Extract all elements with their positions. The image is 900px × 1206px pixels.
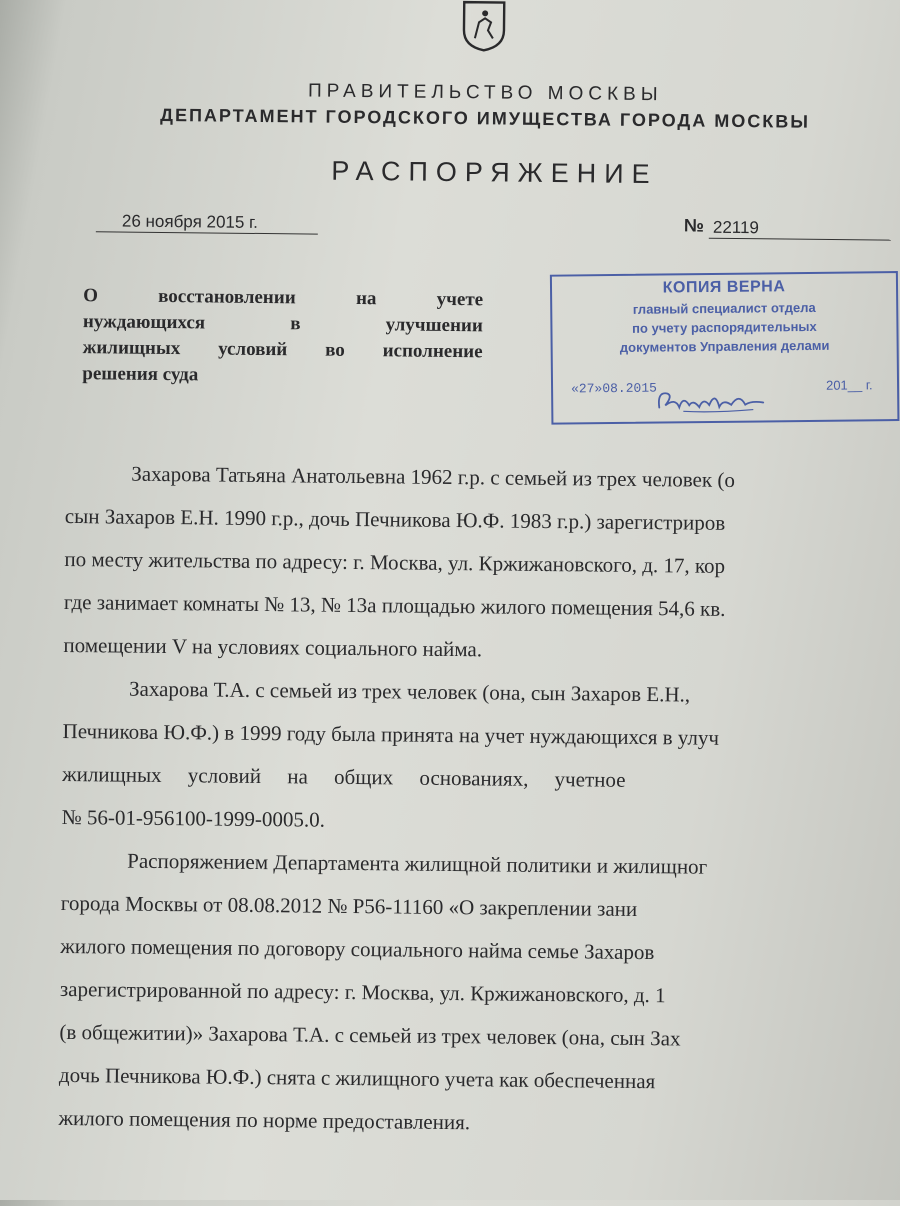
handwritten-signature	[653, 382, 773, 419]
stamp-line: документов Управления делами	[619, 337, 830, 355]
body-line: города Москвы от 08.08.2012 № Р56-11160 «О закреплении зани	[60, 890, 638, 921]
stamp-date: «27»08.2015	[570, 380, 657, 397]
body-line: жилищных условий на общих основаниях, учетное	[62, 761, 626, 792]
body-line: жилого помещения по договору социального найма семье Захаров	[60, 933, 655, 965]
body-line: Захарова Татьяна Анатольевна 1962 г.р. с семьей из трех человек (о	[131, 461, 736, 492]
subject-line: О восстановлении на учете	[83, 285, 484, 311]
document-number-value: 22119	[712, 217, 760, 238]
document-date: 26 ноября 2015 г.	[96, 211, 318, 234]
document-body	[58, 452, 900, 1149]
body-line: Распоряжением Департамента жилищной политики и жилищног	[127, 848, 708, 879]
government-name: ПРАВИТЕЛЬСТВО МОСКВЫ	[307, 80, 663, 106]
body-line: дочь Печникова Ю.Ф.) снята с жилищного учета как обеспеченная	[58, 1062, 656, 1094]
subject-line: жилищных условий во исполнение	[82, 337, 483, 363]
document-subject	[82, 283, 483, 391]
body-line: сын Захаров Е.Н. 1990 г.р., дочь Печникова Ю.Ф. 1983 г.р.) зарегистриров	[64, 503, 726, 535]
body-line: Захарова Т.А. с семьей из трех человек (она, сын Захаров Е.Н.,	[128, 676, 691, 707]
document-title: РАСПОРЯЖЕНИЕ	[331, 155, 658, 190]
subject-line: нуждающихся в улучшении	[82, 311, 483, 337]
department-name: ДЕПАРТАМЕНТ ГОРОДСКОГО ИМУЩЕСТВА ГОРОДА МОСКВЫ	[160, 104, 810, 132]
stamp-line: главный специалист отдела	[632, 299, 816, 317]
body-line: жилого помещения по норме предоставления.	[58, 1105, 471, 1135]
stamp-text	[552, 297, 897, 358]
number-label: №	[683, 215, 705, 236]
body-line: зарегистрированной по адресу: г. Москва, ул. Кржижановского, д. 1	[59, 976, 666, 1008]
body-line: помещении V на условиях социального найма.	[63, 632, 483, 662]
certified-copy-stamp	[550, 271, 900, 425]
body-line: (в общежитии)» Захарова Т.А. с семьей из трех человек (она, сын Зах	[59, 1019, 681, 1051]
stamp-heading: КОПИЯ ВЕРНА	[662, 278, 786, 297]
subject-line: решения суда	[82, 363, 199, 386]
stamp-year: 201__ г.	[825, 377, 873, 393]
body-line: где занимает комнаты № 13, № 13а площадью жилого помещения 54,6 кв.	[63, 589, 726, 621]
stamp-line: по учету распорядительных	[632, 318, 817, 336]
body-line: № 56-01-956100-1999-0005.0.	[61, 804, 326, 832]
moscow-coat-of-arms-icon	[461, 0, 508, 52]
body-line: Печникова Ю.Ф.) в 1999 году была принята на учет нуждающихся в улуч	[62, 718, 720, 750]
body-line: по месту жительства по адресу: г. Москва, ул. Кржижановского, д. 17, кор	[64, 546, 726, 578]
document-number	[709, 218, 891, 241]
